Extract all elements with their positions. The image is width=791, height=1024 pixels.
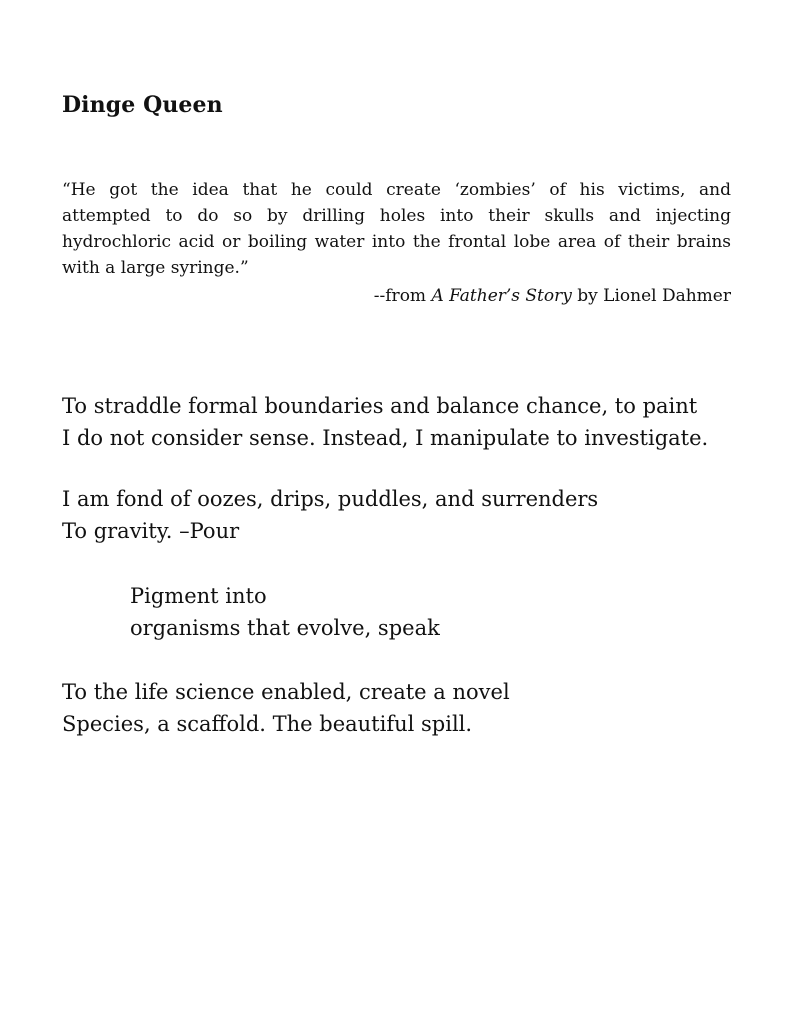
poem-line: To gravity. –Pour xyxy=(62,519,240,543)
epigraph-line: with a large syringe.” xyxy=(62,258,249,278)
stanza-3 xyxy=(130,580,440,644)
epigraph-line: attempted to do so by drilling holes into their skulls and injecting xyxy=(62,206,731,226)
stanza-2 xyxy=(62,483,598,547)
poem-line: I do not consider sense. Instead, I manipulate to investigate. xyxy=(62,426,709,450)
attribution-prefix: --from xyxy=(373,286,432,306)
poem-line: To straddle formal boundaries and balance chance, to paint xyxy=(62,394,698,418)
epigraph-line: “He got the idea that he could create ‘zombies’ of his victims, and xyxy=(62,180,731,200)
stanza-1 xyxy=(62,390,708,454)
poem-line: I am fond of oozes, drips, puddles, and surrenders xyxy=(62,487,599,511)
epigraph xyxy=(62,177,731,281)
poem-line: organisms that evolve, speak xyxy=(130,616,440,640)
poem-line: Pigment into xyxy=(130,584,267,608)
poem-title: Dinge Queen xyxy=(62,92,223,118)
poem-line: Species, a scaffold. The beautiful spill. xyxy=(62,712,473,736)
attribution-suffix: by Lionel Dahmer xyxy=(571,286,731,306)
stanza-4 xyxy=(62,676,510,740)
poem-line: To the life science enabled, create a novel xyxy=(62,680,510,704)
attribution-work-title: A Father’s Story xyxy=(431,286,572,306)
epigraph-attribution xyxy=(374,284,731,308)
epigraph-line: hydrochloric acid or boiling water into the frontal lobe area of their brains xyxy=(62,232,731,252)
